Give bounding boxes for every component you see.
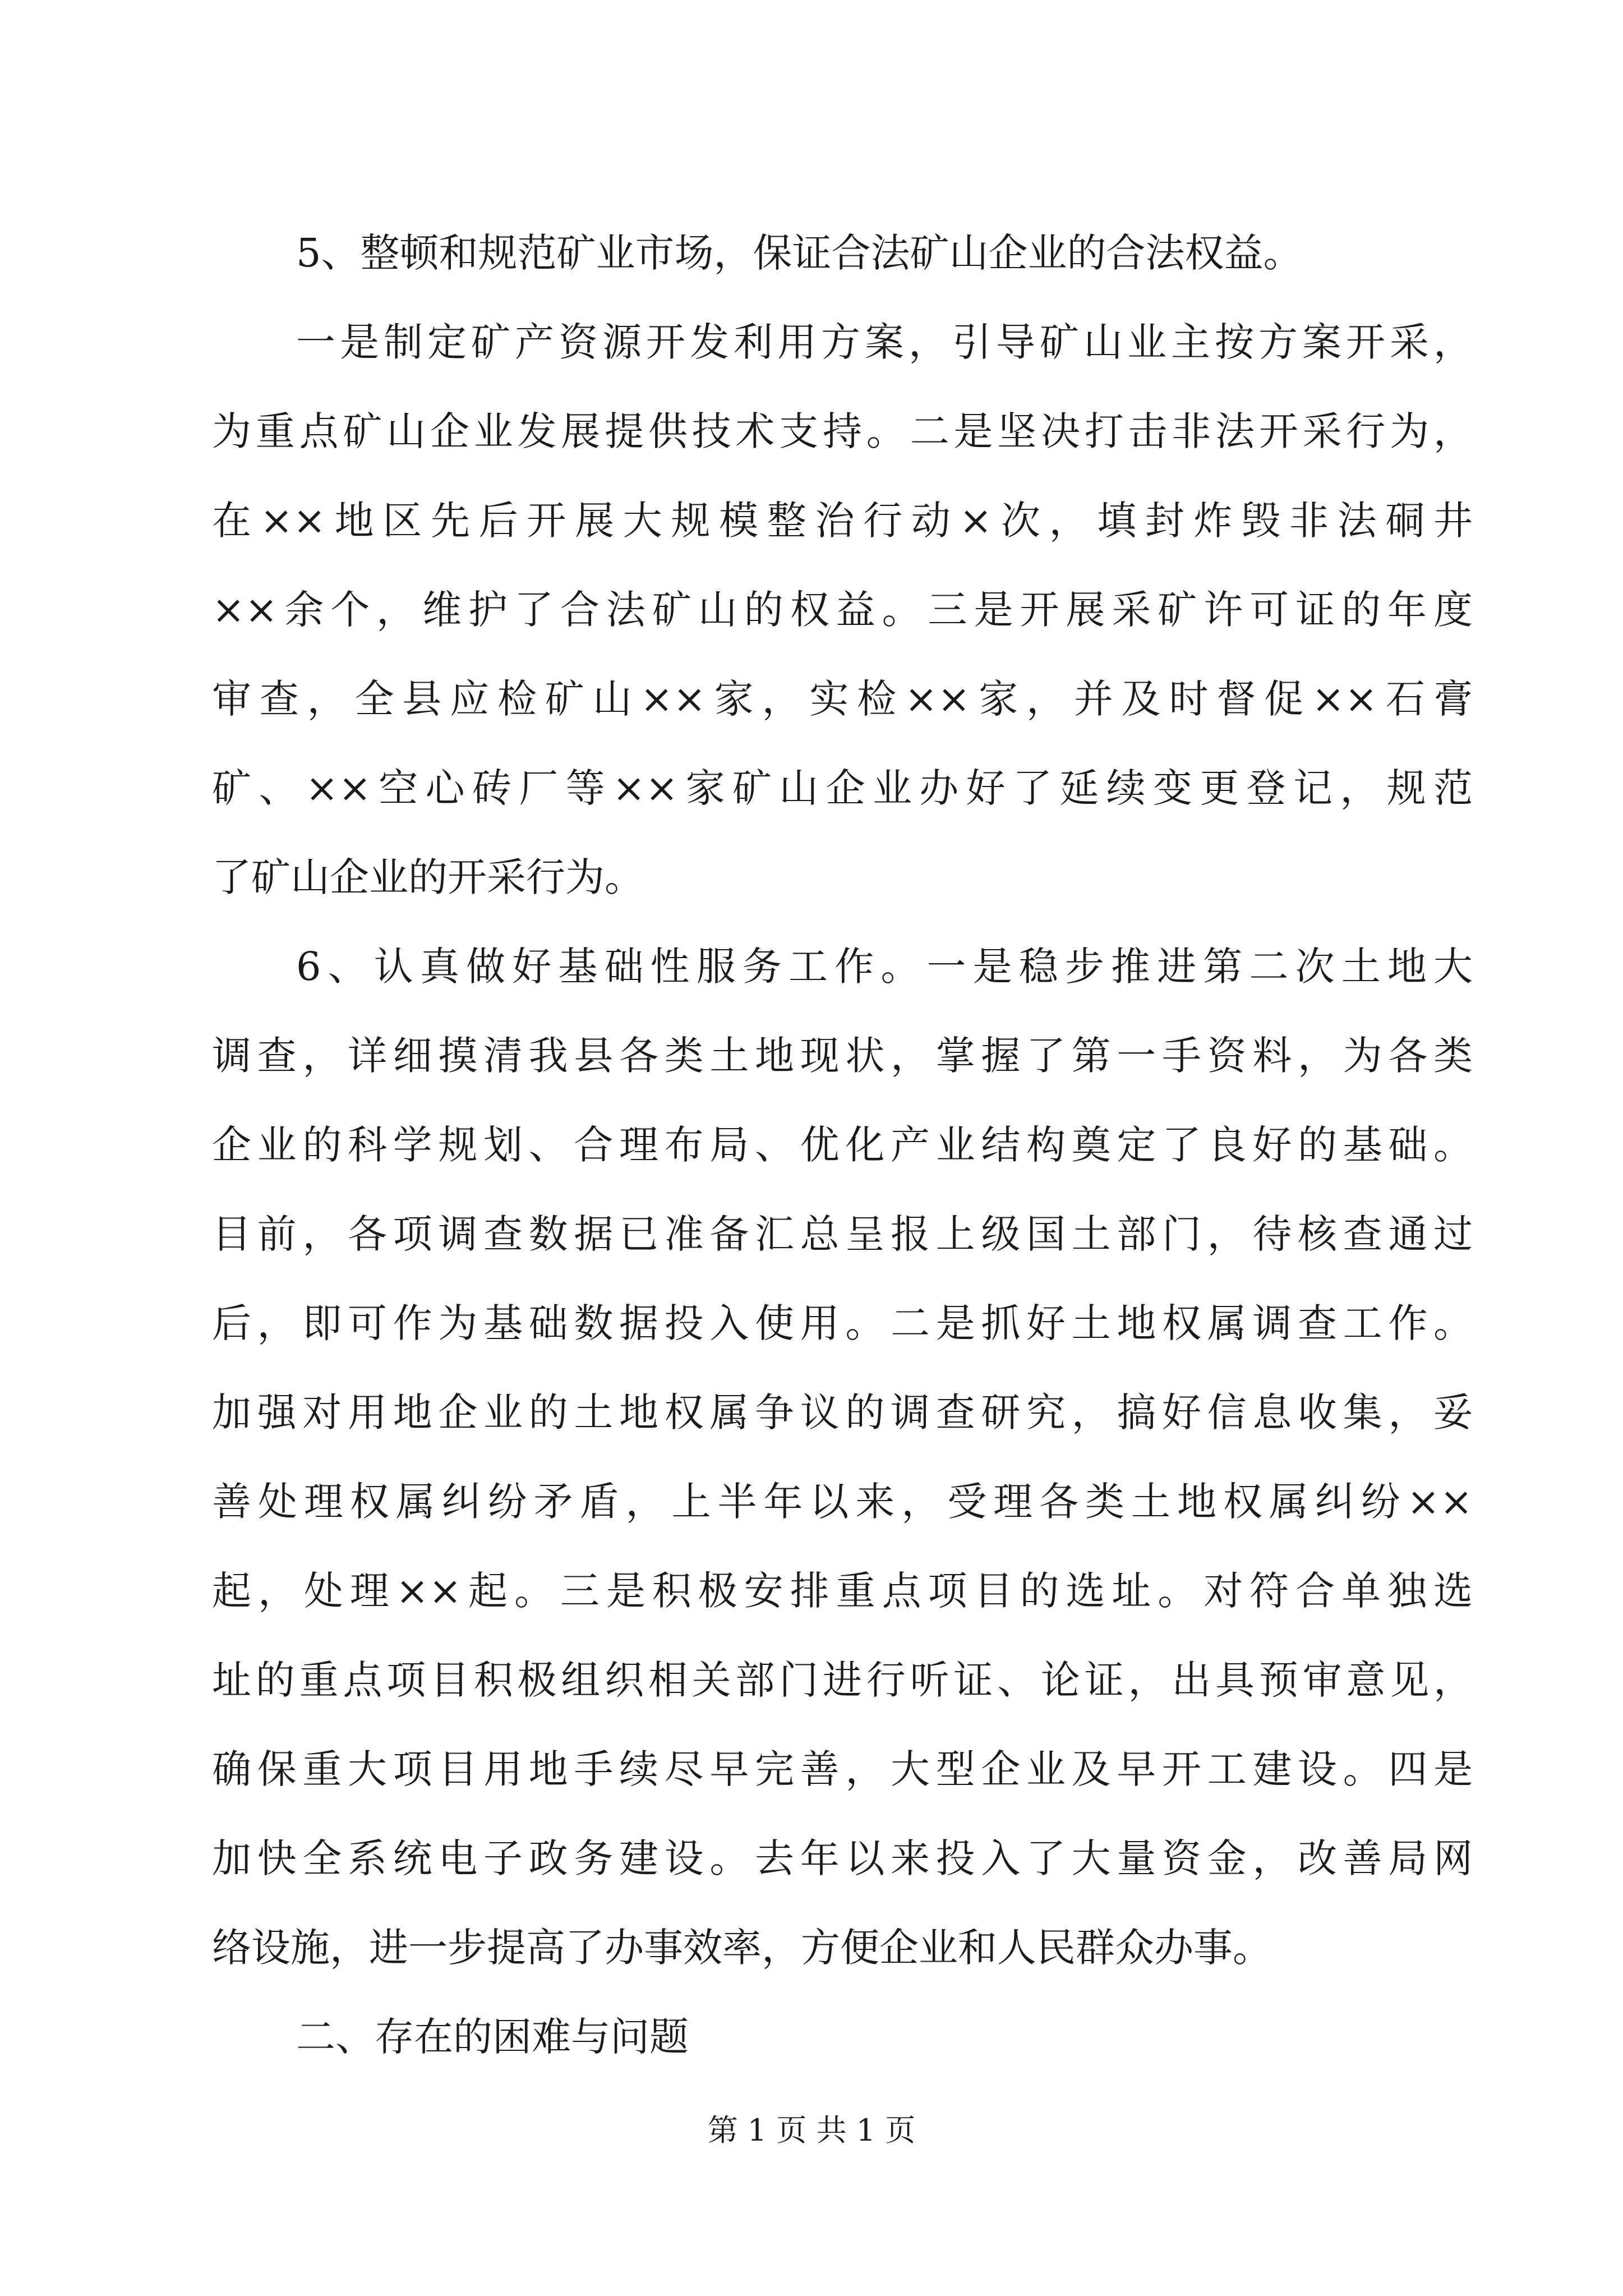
paragraph-line: 审查，全县应检矿山××家，实检××家，并及时督促××石膏 [212, 676, 1473, 722]
paragraph-line: 加强对用地企业的土地权属争议的调查研究，搞好信息收集，妥 [212, 1389, 1473, 1435]
paragraph-line: 加快全系统电子政务建设。去年以来投入了大量资金，改善局网 [212, 1835, 1473, 1881]
paragraph-line: 企业的科学规划、合理布局、优化产业结构奠定了良好的基础。 [212, 1122, 1473, 1168]
paragraph-line: ××余个，维护了合法矿山的权益。三是开展采矿许可证的年度 [212, 587, 1473, 633]
paragraph-line: 目前，各项调查数据已准备汇总呈报上级国土部门，待核查通过 [212, 1211, 1473, 1257]
paragraph-line: 确保重大项目用地手续尽早完善，大型企业及早开工建设。四是 [212, 1746, 1473, 1792]
section-heading-5: 5、整顿和规范矿业市场，保证合法矿山企业的合法权益。 [296, 230, 1303, 276]
paragraph-line: 络设施，进一步提高了办事效率，方便企业和人民群众办事。 [212, 1925, 1272, 1971]
paragraph-line: 后，即可作为基础数据投入使用。二是抓好土地权属调查工作。 [212, 1300, 1473, 1346]
paragraph-line: 了矿山企业的开采行为。 [212, 854, 644, 900]
paragraph-line: 址的重点项目积极组织相关部门进行听证、论证，出具预审意见， [212, 1657, 1473, 1703]
paragraph-line: 起，处理××起。三是积极安排重点项目的选址。对符合单独选 [212, 1568, 1473, 1614]
paragraph-line: 矿、××空心砖厂等××家矿山企业办好了延续变更登记，规范 [212, 765, 1473, 811]
page-number-footer: 第 1 页 共 1 页 [707, 2113, 916, 2148]
paragraph-line: 为重点矿山企业发展提供技术支持。二是坚决打击非法开采行为， [212, 408, 1473, 454]
paragraph-line: 善处理权属纠纷矛盾，上半年以来，受理各类土地权属纠纷×× [212, 1479, 1473, 1525]
paragraph-line: 调查，详细摸清我县各类土地现状，掌握了第一手资料，为各类 [212, 1033, 1473, 1079]
section-heading-6: 6、认真做好基础性服务工作。一是稳步推进第二次土地大 [296, 944, 1473, 990]
document-body [212, 209, 1473, 2082]
section-heading-2: 二、存在的困难与问题 [296, 2014, 689, 2060]
paragraph-line: 在××地区先后开展大规模整治行动×次，填封炸毁非法硐井 [212, 498, 1473, 544]
paragraph-line: 一是制定矿产资源开发利用方案，引导矿山业主按方案开采， [296, 319, 1473, 365]
